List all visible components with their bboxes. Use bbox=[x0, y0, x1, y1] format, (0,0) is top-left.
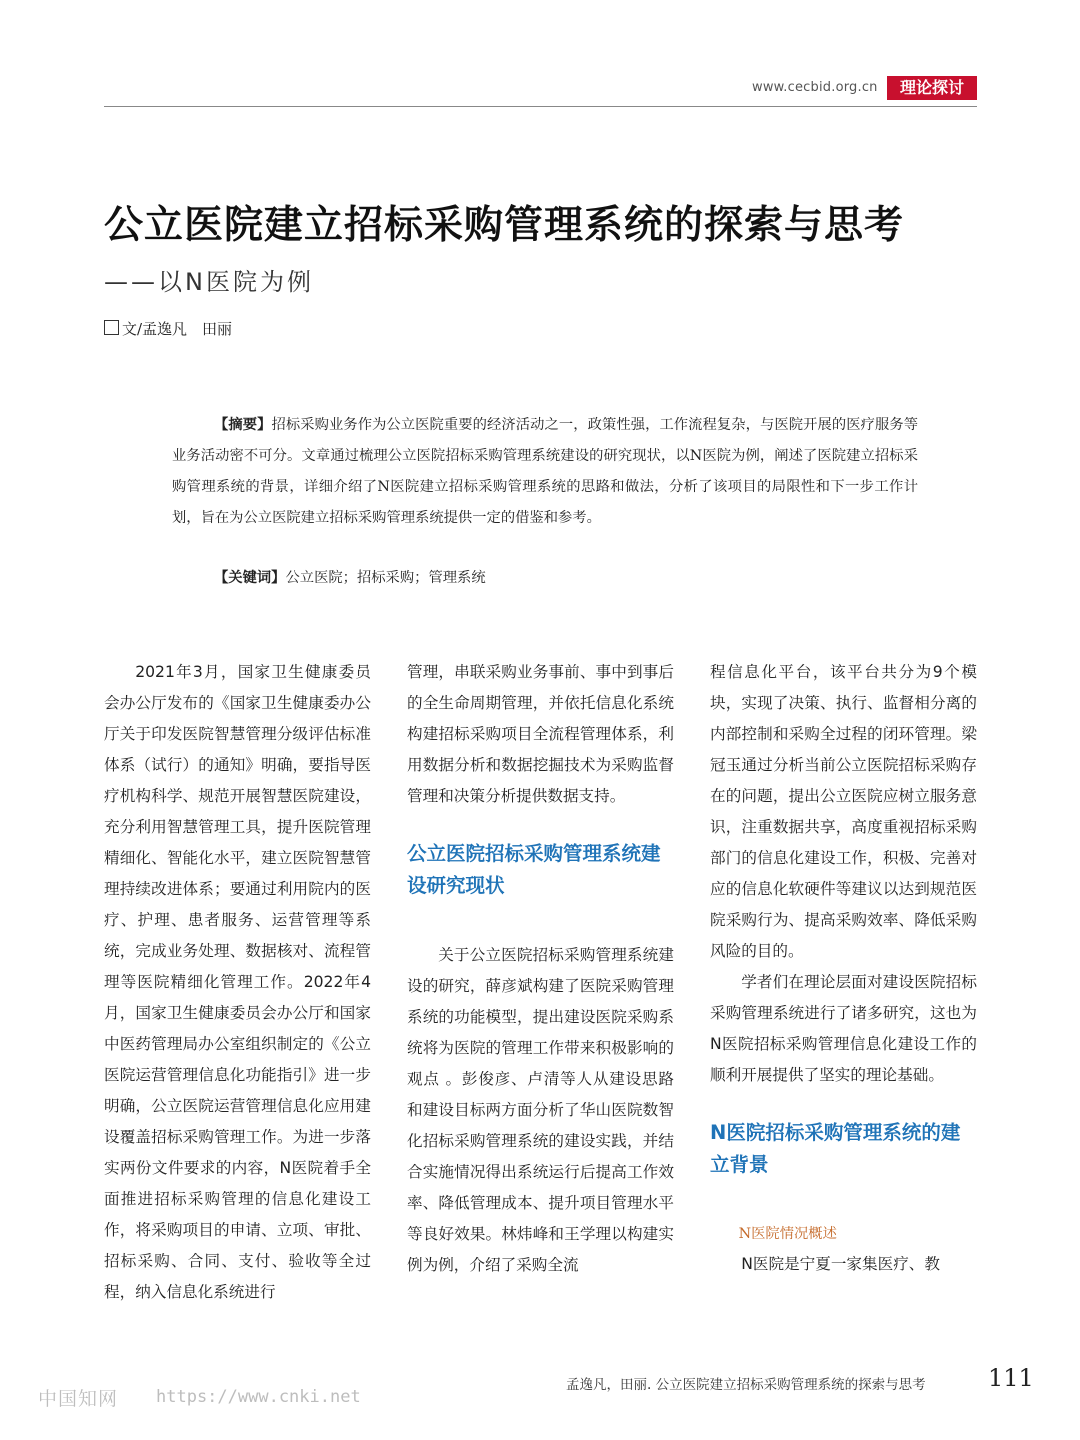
body-column-1 bbox=[104, 657, 371, 1308]
abstract-text: 招标采购业务作为公立医院重要的经济活动之一，政策性强，工作流程复杂，与医院开展的医疗服务等业务活动密不可分。文章通过梳理公立医院招标采购管理系统建设的研究现状，以N医院为例，阐述了医院建立招标采购管理系统的背景，详细介绍了N医院建立招标采购管理系统的思路和做法，分析了该项目的局限性和下一步工作计划，旨在为公立医院建立招标采购管理系统提供一定的借鉴和参考。 bbox=[172, 417, 919, 526]
article-title: 公立医院建立招标采购管理系统的探索与思考 bbox=[104, 202, 905, 248]
square-icon bbox=[104, 320, 119, 335]
page-number: 111 bbox=[988, 1364, 1034, 1392]
author-line bbox=[104, 318, 232, 339]
cnki-watermark: 中国知网 bbox=[38, 1388, 119, 1410]
footer-citation: 孟逸凡，田丽. 公立医院建立招标采购管理系统的探索与思考 bbox=[566, 1377, 926, 1393]
article-subtitle: ——以N医院为例 bbox=[104, 268, 314, 296]
abstract-block bbox=[172, 410, 918, 534]
keywords-block bbox=[214, 565, 486, 591]
body-column-3 bbox=[710, 657, 977, 1280]
abstract-label: 【摘要】 bbox=[214, 417, 272, 433]
section-badge: 理论探讨 bbox=[887, 76, 977, 100]
paragraph: 管理，串联采购业务事前、事中到事后的全生命周期管理，并依托信息化系统构建招标采购项目全流程管理体系，利用数据分析和数据挖掘技术为采购监督管理和决策分析提供数据支持。 bbox=[407, 663, 674, 805]
keywords-text: 公立医院；招标采购；管理系统 bbox=[285, 570, 486, 586]
paragraph: 学者们在理论层面对建设医院招标采购管理系统进行了诸多研究，这也为N医院招标采购管理信息化建设工作的顺利开展提供了坚实的理论基础。 bbox=[710, 973, 977, 1084]
subsection-heading: N医院情况概述 bbox=[738, 1226, 837, 1242]
cnki-url: https://www.cnki.net bbox=[156, 1387, 361, 1407]
header-divider bbox=[104, 106, 977, 107]
section-heading: N医院招标采购管理系统的建立背景 bbox=[710, 1121, 961, 1176]
keywords-label: 【关键词】 bbox=[214, 570, 286, 586]
body-column-2 bbox=[407, 657, 674, 1281]
author-names: 文/孟逸凡 田丽 bbox=[122, 320, 233, 338]
journal-url: www.cecbid.org.cn bbox=[752, 80, 878, 95]
paragraph: N医院是宁夏一家集医疗、教 bbox=[741, 1255, 940, 1273]
paragraph: 2021年3月，国家卫生健康委员会办公厅发布的《国家卫生健康委办公厅关于印发医院智慧管理分级评估标准体系（试行）的通知》明确，要指导医疗机构科学、规范开展智慧医院建设，充分利用智慧管理工具，提升医院管理精细化、智能化水平，建立医院智慧管理持续改进体系；要通过利用院内的医疗、护理、患者服务、运营管理等系统，完成业务处理、数据核对、流程管理等医院精细化管理工作。2022年4月，国家卫生健康委员会办公厅和国家中医药管理局办公室组织制定的《公立医院运营管理信息化功能指引》进一步明确，公立医院运营管理信息化应用建设覆盖招标采购管理工作。为进一步落实两份文件要求的内容，N医院着手全面推进招标采购管理的信息化建设工作，将采购项目的申请、立项、审批、招标采购、合同、支付、验收等全过程，纳入信息化系统进行 bbox=[104, 663, 371, 1301]
paragraph: 关于公立医院招标采购管理系统建设的研究，薛彦斌构建了医院采购管理系统的功能模型，提出建设医院采购系统将为医院的管理工作带来积极影响的观点 。彭俊彦、卢清等人从建设思路和建设目标两方面分析了华山医院数智化招标采购管理系统的建设实践，并结合实施情况得出系统运行后提高工作效率、降低管理成本、提升项目管理水平等良好效果。林炜峰和王学理以构建实例为例，介绍了采购全流 bbox=[407, 946, 674, 1274]
section-heading: 公立医院招标采购管理系统建设研究现状 bbox=[407, 842, 661, 897]
paragraph: 程信息化平台，该平台共分为9个模块，实现了决策、执行、监督相分离的内部控制和采购全过程的闭环管理。梁冠玉通过分析当前公立医院招标采购存在的问题，提出公立医院应树立服务意识，注重数据共享，高度重视招标采购部门的信息化建设工作，积极、完善对应的信息化软硬件等建议以达到规范医院采购行为、提高采购效率、降低采购风险的目的。 bbox=[710, 663, 977, 960]
